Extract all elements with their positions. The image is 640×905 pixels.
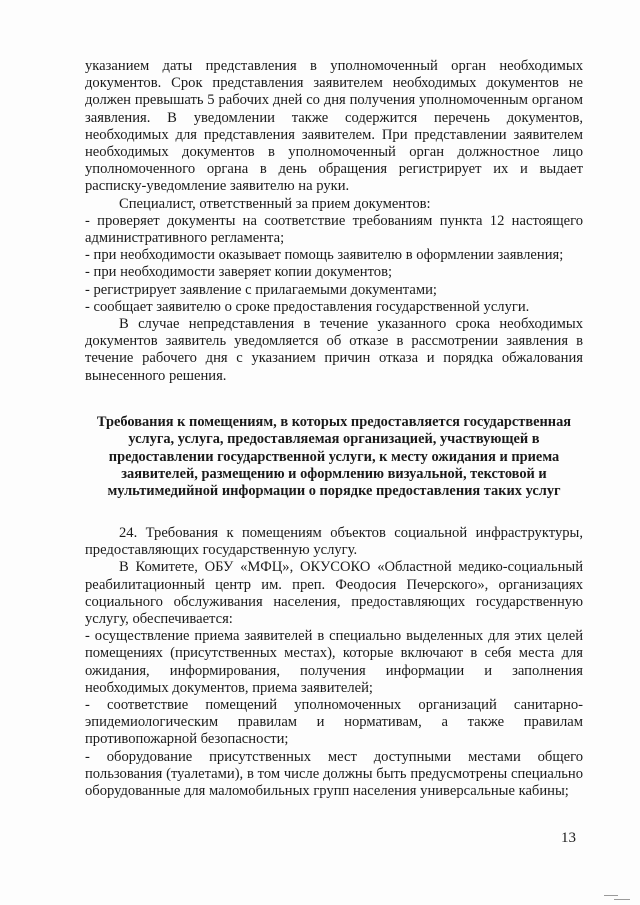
list-item: - соответствие помещений уполномоченных организаций санитарно-эпидемиологическим правилам и нормативам, а также правилам противопожарной безопасности; [85, 696, 583, 748]
list-item: - сообщает заявителю о сроке предоставления государственной услуги. [85, 298, 530, 315]
list-item: - при необходимости заверяет копии документов; [85, 264, 393, 281]
committee-paragraph: В Комитете, ОБУ «МФЦ», ОКУСОКО «Областной медико-социальный реабилитационный центр им. преп. Феодосия Печерского», организациях социального обслуживания населения, предоставляющих государственную услугу, обеспечивается: [85, 559, 583, 627]
list-item: - при необходимости оказывает помощь заявителю в оформлении заявления; [85, 247, 564, 264]
provision-list [85, 628, 583, 800]
specialist-intro: Специалист, ответственный за прием документов: [119, 195, 431, 212]
continuation-paragraph: указанием даты представления в уполномоченный орган необходимых документов. Срок представления заявителем необходимых документов не должен превышать 5 рабочих дней со дня получения уполномоченным органом заявления. В уведомлении также содержится перечень документов, необходимых для представления заявителем. При представлении заявителем необходимых документов в уполномоченный орган должностное лицо уполномоченного органа в день обращения регистрирует их и выдает расписку-уведомление заявителю на руки. [85, 58, 583, 195]
section-heading: Требования к помещениям, в которых предоставляется государственная услуга, услуга, предоставляемая организацией, участвующей в предоставлении государственной услуги, к месту ожидания и приема заявителей, размещению и оформлению визуальной, текстовой и мультимедийной информации о порядке предоставления таких услуг [96, 413, 572, 500]
refusal-paragraph: В случае непредставления в течение указанного срока необходимых документов заявитель уведомляется об отказе в рассмотрении заявления в течение рабочего дня с указанием причин отказа и порядка обжалования вынесенного решения. [85, 316, 583, 384]
list-item: - регистрирует заявление с прилагаемыми документами; [85, 281, 437, 298]
list-item: - осуществление приема заявителей в специально выделенных для этих целей помещениях (присутственных местах), которые включают в себя места для ожидания, информирования, получения информации и заполнения необходимых документов, приема заявителей; [85, 628, 583, 696]
section-spacer [85, 501, 583, 525]
page-content [85, 58, 583, 800]
list-item: - оборудование присутственных мест доступными местами общего пользования (туалетами), в том числе должны быть предусмотрены специально оборудованные для маломобильных групп населения универсальные кабины; [85, 748, 583, 799]
item-24: 24. Требования к помещениям объектов социальной инфраструктуры, предоставляющих государственную услугу. [85, 524, 583, 559]
section-spacer [85, 385, 583, 414]
scan-artifact [604, 893, 632, 905]
page-number: 13 [561, 830, 576, 846]
list-item: - проверяет документы на соответствие требованиям пункта 12 настоящего административного регламента; [85, 212, 583, 247]
specialist-duties-list [85, 213, 583, 316]
